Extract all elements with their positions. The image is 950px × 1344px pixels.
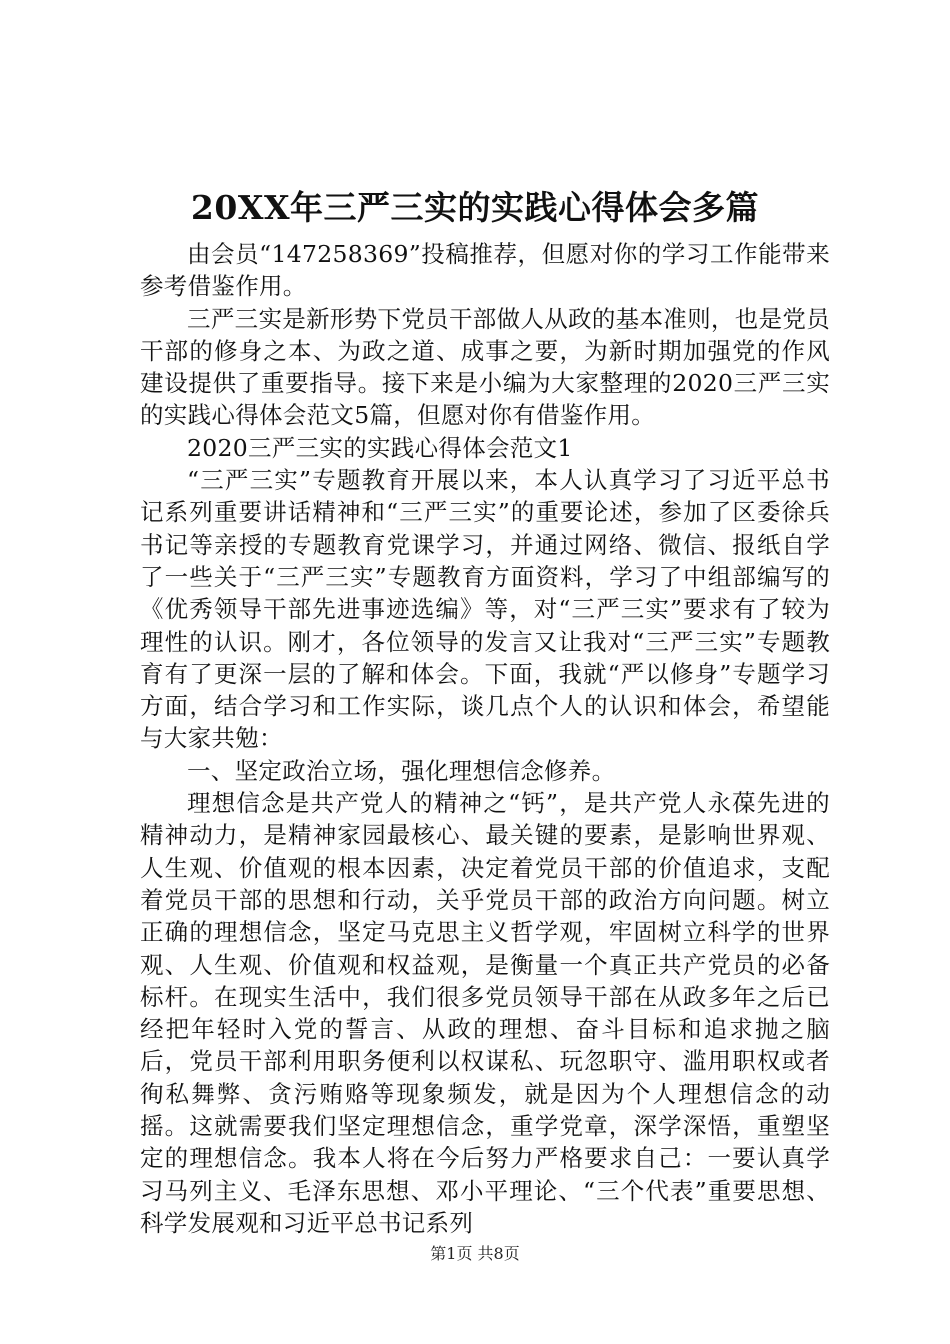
page-number-footer: 第1页 共8页 [430, 1244, 520, 1263]
summary-paragraph: 三严三实是新形势下党员干部做人从政的基本准则，也是党员干部的修身之本、为政之道、成事之要，为新时期加强党的作风建设提供了重要指导。接下来是小编为大家整理的2020三严三实的实践心得体会范文5篇，但愿对你有借鉴作用。 [140, 304, 830, 430]
intro-paragraph: 由会员“147258369”投稿推荐，但愿对你的学习工作能带来参考借鉴作用。 [140, 240, 830, 301]
document-body [140, 238, 830, 1239]
body-paragraph: “三严三实”专题教育开展以来，本人认真学习了习近平总书记系列重要讲话精神和“三严三实”的重要论述，参加了区委徐兵书记等亲授的专题教育党课学习，并通过网络、微信、报纸自学了一些关于“三严三实”专题教育方面资料，学习了中组部编写的《优秀领导干部先进事迹选编》等，对“三严三实”要求有了较为理性的认识。刚才，各位领导的发言又让我对“三严三实”专题教育有了更深一层的了解和体会。下面，我就“严以修身”专题学习方面，结合学习和工作实际，谈几点个人的认识和体会，希望能与大家共勉： [140, 466, 830, 753]
section-heading: 2020三严三实的实践心得体会范文1 [187, 433, 573, 462]
subsection-heading: 一、坚定政治立场，强化理想信念修养。 [187, 756, 616, 785]
body-paragraph: 理想信念是共产党人的精神之“钙”，是共产党人永葆先进的精神动力，是精神家园最核心、最关键的要素，是影响世界观、人生观、价值观的根本因素，决定着党员干部的价值追求，支配着党员干部的思想和行动，关乎党员干部的政治方向问题。树立正确的理想信念，坚定马克思主义哲学观，牢固树立科学的世界观、人生观、价值观和权益观，是衡量一个真正共产党员的必备标杆。在现实生活中，我们很多党员领导干部在从政多年之后已经把年轻时入党的誓言、从政的理想、奋斗目标和追求抛之脑后，党员干部利用职务便利以权谋私、玩忽职守、滥用职权或者徇私舞弊、贪污贿赂等现象频发，就是因为个人理想信念的动摇。这就需要我们坚定理想信念，重学党章，深学深悟，重塑坚定的理想信念。我本人将在今后努力严格要求自己：一要认真学习马列主义、毛泽东思想、邓小平理论、“三个代表”重要思想、科学发展观和习近平总书记系列 [140, 789, 830, 1237]
document-title: 20XX年三严三实的实践心得体会多篇 [190, 188, 760, 227]
